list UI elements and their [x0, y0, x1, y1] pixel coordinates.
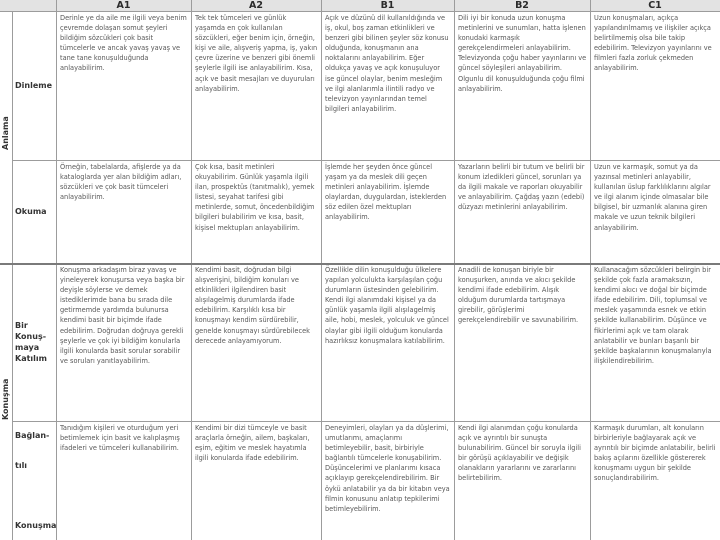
row-label-line: maya [15, 343, 40, 352]
descriptor-cell-a1: Derinle ye da aile me ilgili veya benim çevremde dolaşan somut şeyleri bildiğim sözcükleri çok basit tümcelerle ve ancak yavaş yavaş ve tane tane konuşulduğunda anlayabilirim. [60, 14, 187, 73]
row-label [12, 421, 56, 540]
descriptor-cell-c1: Uzun ve karmaşık, somut ya da yazınsal metinleri anlayabilir, kullanılan üslup farklılıklarını algılar ve ilgi alanım içinde olmasalar bile bilgisel, bir uzmanlık alanına giren makale ve uzun teknik bilgileri anlayabilirim. [594, 163, 711, 232]
grid-vertical-line [191, 0, 192, 540]
descriptor-cell-b1: Özellikle dilin konuşulduğu ülkelere yapılan yolculukta karşılaşılan çoğu durumların üstesinden gelebilirim. Kendi ilgi alanımdaki kişisel ya da günlük yaşamla ilgili alışılagelmiş aile, hobi, meslek, yolculuk ve güncel olaylar gibi ilgili olduğum konularda hazırlıksız konuşmalara katılabilirim. [325, 266, 449, 345]
descriptor-cell-b1: Açık ve düzünü dil kullanıldığında ve iş, okul, boş zaman etkinlikleri ve benzeri gibi bilinen şeyler söz konusu olduğunda, konuşmanın ana noktalarını anlayabilirim. Eğer oldukça yavaş ve açık konuşuluyor ise güncel olaylar, benim mesleğim ve ilgi alanlarımla ilintili radyo ve televizyon yayınlarından temel bilgileri anlayabilirim. [325, 14, 449, 113]
descriptor-cell-b2: Dili iyi bir konuda uzun konuşma metinlerini ve sunumları, hatta işlenen konudaki karmaşık gerekçelendirmeleri anlayabilirim. Televizyonda çoğu haber yayınlarını ve güncel söyleşileri anlayabilirim. Olgunlu dil konuşulduğunda çoğu filmi anlayabilirim. [458, 14, 587, 93]
column-header-b2: B2 [454, 0, 590, 11]
row-label [12, 263, 56, 421]
grid-vertical-line [590, 0, 591, 540]
descriptor-cell-a2: Kendimi bir dizi tümceyle ve basit araçlarla örneğin, ailem, başkaları, eşim, eğitim ve meslek hayatımla ilgili konularda ifade edebilirim. [195, 424, 310, 463]
row-label-line: Katılım [15, 354, 47, 363]
row-label-line: tılı [15, 461, 28, 471]
row-label-line: Okuma [15, 207, 47, 216]
descriptor-cell-b2: Kendi ilgi alanımdan çoğu konularda açık ve ayrıntılı bir sunuşta bulunabilirim. Güncel bir soruyla ilgili bir görüşü açıklayabilir ve değişik olanakların yararlarını ve zararlarını belirtebilirim. [458, 424, 581, 483]
descriptor-cell-a2: Çok kısa, basit metinleri okuyabilirim. Günlük yaşamla ilgili ilan, prospektüs (tanıtmalık), yemek listesi, seyahat tarifesi gibi metinlerde, somut, öncedenbildiğim bilgileri bulabilirim ve kısa, basit, kişisel mektupları anlayabilirim. [195, 163, 315, 232]
row-label [12, 11, 56, 160]
section-label-konusma: Konuşma [1, 378, 10, 420]
descriptor-cell-b2: Yazarların belirli bir tutum ve belirli bir konum izledikleri güncel, sorunları ya da ilgili makale ve raporları okuyabilir ve anlayabilirim. Çağdaş yazın (edebi) düzyazı metinlerini anlayabilirim. [458, 163, 585, 212]
grid-vertical-line [321, 0, 322, 540]
row-label-line: Konuşma [15, 520, 56, 530]
row-label [12, 160, 56, 263]
descriptor-cell-c1: Karmaşık durumları, alt konuların birbirleriyle bağlayarak açık ve ayrıntılı bir biçimde anlatabilir, belirli bakış açılarını özellikle göstererek konuşmamı uygun bir şekilde sonuçlandırabilirim. [594, 424, 716, 483]
row-label-line [15, 490, 56, 501]
descriptor-cell-a1: Örneğin, tabelalarda, afişlerde ya da kataloglarda yer alan bildiğim adları, sözcükleri ve çok basit tümceleri anlayabilirim. [60, 163, 182, 202]
column-header-b1: B1 [321, 0, 454, 11]
descriptor-cell-b1: İşlemde her şeyden önce güncel yaşam ya da meslek dili geçen metinleri anlayabilirim. İşlemde olaylardan, duygulardan, isteklerden söz edilen özel mektupları anlayabilirim. [325, 163, 447, 222]
grid-horizontal-line [0, 263, 720, 265]
row-label-line: Konuş- [15, 332, 47, 341]
descriptor-cell-c1: Uzun konuşmaları, açıkça yapılandırılmamış ve ilişkiler açıkça belirtilmemiş olsa bile takip edebilirim. Televizyon yayınlarını ve filmleri fazla zorluk çekmeden anlayabilirim. [594, 14, 712, 73]
header-blank-cell [0, 0, 56, 11]
column-header-c1: C1 [590, 0, 720, 11]
row-label-line: Bağlan- [15, 431, 50, 441]
grid-horizontal-line [0, 11, 720, 12]
descriptor-cell-c1: Kullanacağım sözcükleri belirgin bir şekilde çok fazla aramaksızın, kendimi akıcı ve doğal bir biçimde ifade edebilirim. Dili, toplumsal ve meslek yaşamında esnek ve etkin şekilde kullanabilirim. Düşünce ve fikirlerimi açık ve tam olarak anlatabilir ve bunları başarılı bir şekilde başkalarının konuşmalarıyla ilişkilendirebilirim. [594, 266, 712, 365]
grid-vertical-line [56, 0, 57, 540]
grid-horizontal-line [12, 421, 720, 422]
descriptor-cell-a2: Tek tek tümceleri ve günlük yaşamda en çok kullanılan sözcükleri, eğer benim için, örneğin, kişi ve aile, alışveriş yapma, iş, yakın çevre üzerine ve benzeri gibi önemli şeylerle ilgili ise anlayabilirim. Kısa, açık ve basit mesajları ve duyuruları anlayabilirim. [195, 14, 318, 93]
descriptor-cell-a1: Konuşma arkadaşım biraz yavaş ve yineleyerek konuşursa veya başka bir deyişle söylerse ve demek istediklerimde bana bu sırada dile getirmemde yardımda bulunursa kendimi basit bir biçimde ifade edebilirim. Doğrudan doğruya gerekli şeylerle ve çok iyi bildiğim konularla ilgili konularda basit sorular sorabilir ve soruları yanıtlayabilirim. [60, 266, 185, 365]
descriptor-cell-a1: Tanıdığım kişileri ve oturduğum yeri betimlemek için basit ve kalıplaşmış ifadeleri ve tümceleri kullanabilirim. [60, 424, 180, 453]
row-label-line: Dinleme [15, 81, 53, 90]
row-label-line: Bir [15, 321, 28, 330]
descriptor-cell-b2: Anadili de konuşan biriyle bir konuşurken, anında ve akıcı şekilde kendimi ifade edebilirim. Alışık olduğum durumlarda tartışmaya girebilir, görüşlerimi gerekçelendirebilir ve savunabilirim. [458, 266, 579, 325]
descriptor-cell-a2: Kendimi basit, doğrudan bilgi alışverişini, bildiğim konuları ve etkinlikleri ilgilendiren basit alışılagelmiş durumlarda ifade edebilirim. Karşılıklı kısa bir konuşmayı kendim sürdürebilir, genelde konuşmayı sürdürebilecek derecede anlayamıyorum. [195, 266, 310, 345]
grid-vertical-line [12, 11, 13, 540]
column-header-a1: A1 [56, 0, 191, 11]
section-label-anlama: Anlama [1, 116, 10, 150]
grid-horizontal-line [12, 160, 720, 161]
grid-vertical-line [454, 0, 455, 540]
descriptor-cell-b1: Deneyimleri, olayları ya da düşlerimi, umutlarımı, amaçlarımı betimleyebilir, basit, birbiriyle bağlantılı tümcelerle konuşabilirim. Düşüncelerimi ve planlarımı kısaca açıklayıp gerekçelendirebilirim. Bir öykü anlatabilir ya da bir kitabın veya filmin konusunu anlatıp tepkilerimi betimleyebilirim. [325, 424, 450, 513]
column-header-a2: A2 [191, 0, 321, 11]
